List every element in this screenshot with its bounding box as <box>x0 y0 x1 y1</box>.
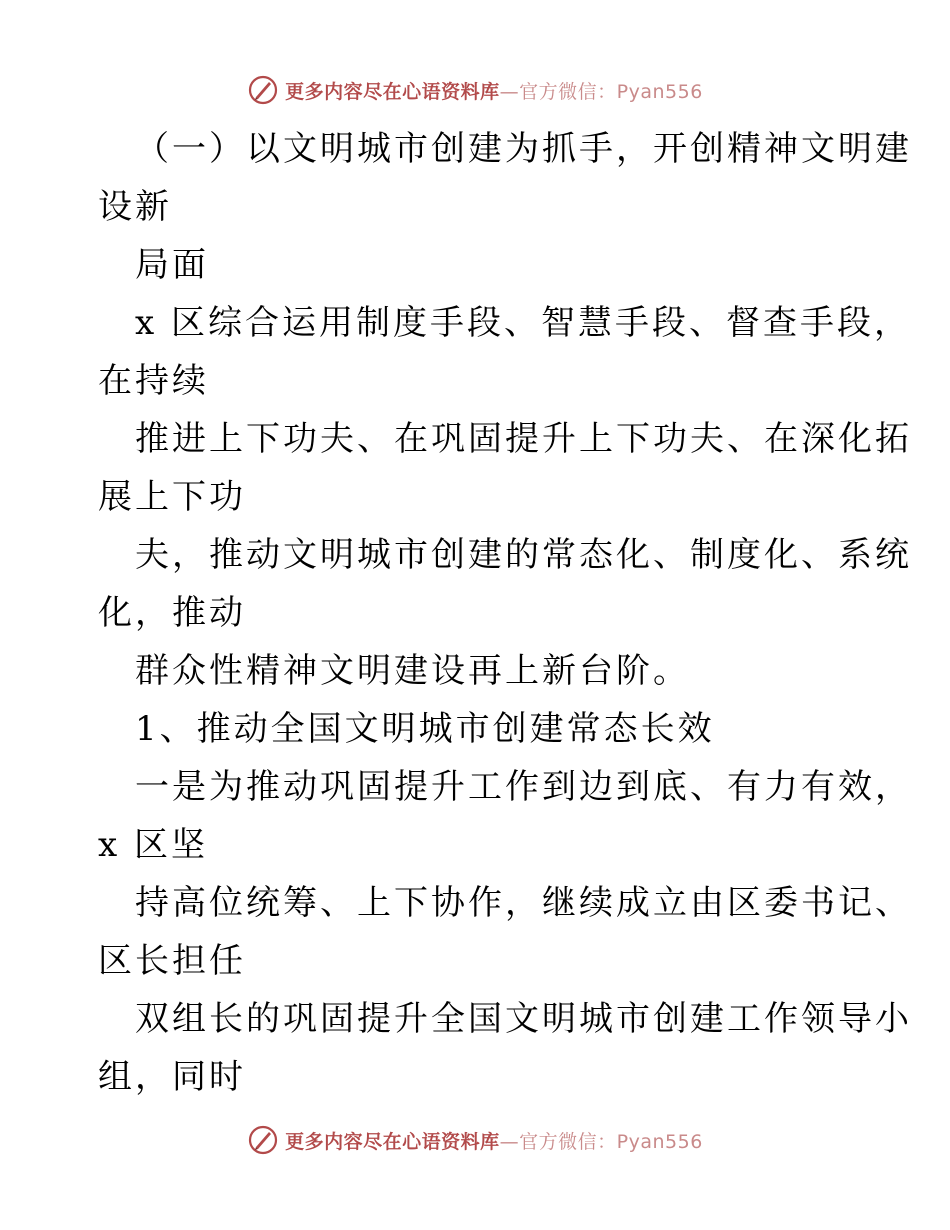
text-line: （一）以文明城市创建为抓手，开创精神文明建 <box>135 129 912 169</box>
text-line: x 区坚 <box>98 825 208 865</box>
text-line: 局面 <box>135 245 209 285</box>
text-line: 持高位统筹、上下协作，继续成立由区委书记、 <box>135 883 912 923</box>
text-line: 一是为推动巩固提升工作到边到底、有力有效， <box>135 767 912 807</box>
text-line: 组，同时 <box>98 1057 246 1097</box>
text-line: 双组长的巩固提升全国文明城市创建工作领导小 <box>135 999 912 1039</box>
document-body <box>98 120 912 1106</box>
text-line: x 区综合运用制度手段、智慧手段、督查手段， <box>135 303 911 343</box>
text-line: 在持续 <box>98 361 209 401</box>
watermark-header <box>0 70 950 110</box>
text-line: 化，推动 <box>98 593 246 633</box>
text-line: 夫，推动文明城市创建的常态化、制度化、系统 <box>135 535 912 575</box>
text-line: 区长担任 <box>98 941 246 981</box>
watermark-text: 更多内容尽在心语资料库—官方微信：Pyan556 <box>285 1130 703 1153</box>
text-line: 群众性精神文明建设再上新台阶。 <box>135 651 690 691</box>
quill-logo-icon <box>247 1124 279 1156</box>
text-line: 推进上下功夫、在巩固提升上下功夫、在深化拓 <box>135 419 912 459</box>
watermark-text: 更多内容尽在心语资料库—官方微信：Pyan556 <box>285 80 703 103</box>
quill-logo-icon <box>247 74 279 106</box>
watermark-footer <box>0 1120 950 1160</box>
text-line: 展上下功 <box>98 477 246 517</box>
text-line: 设新 <box>98 187 172 227</box>
text-line: 1、推动全国文明城市创建常态长效 <box>135 709 715 749</box>
